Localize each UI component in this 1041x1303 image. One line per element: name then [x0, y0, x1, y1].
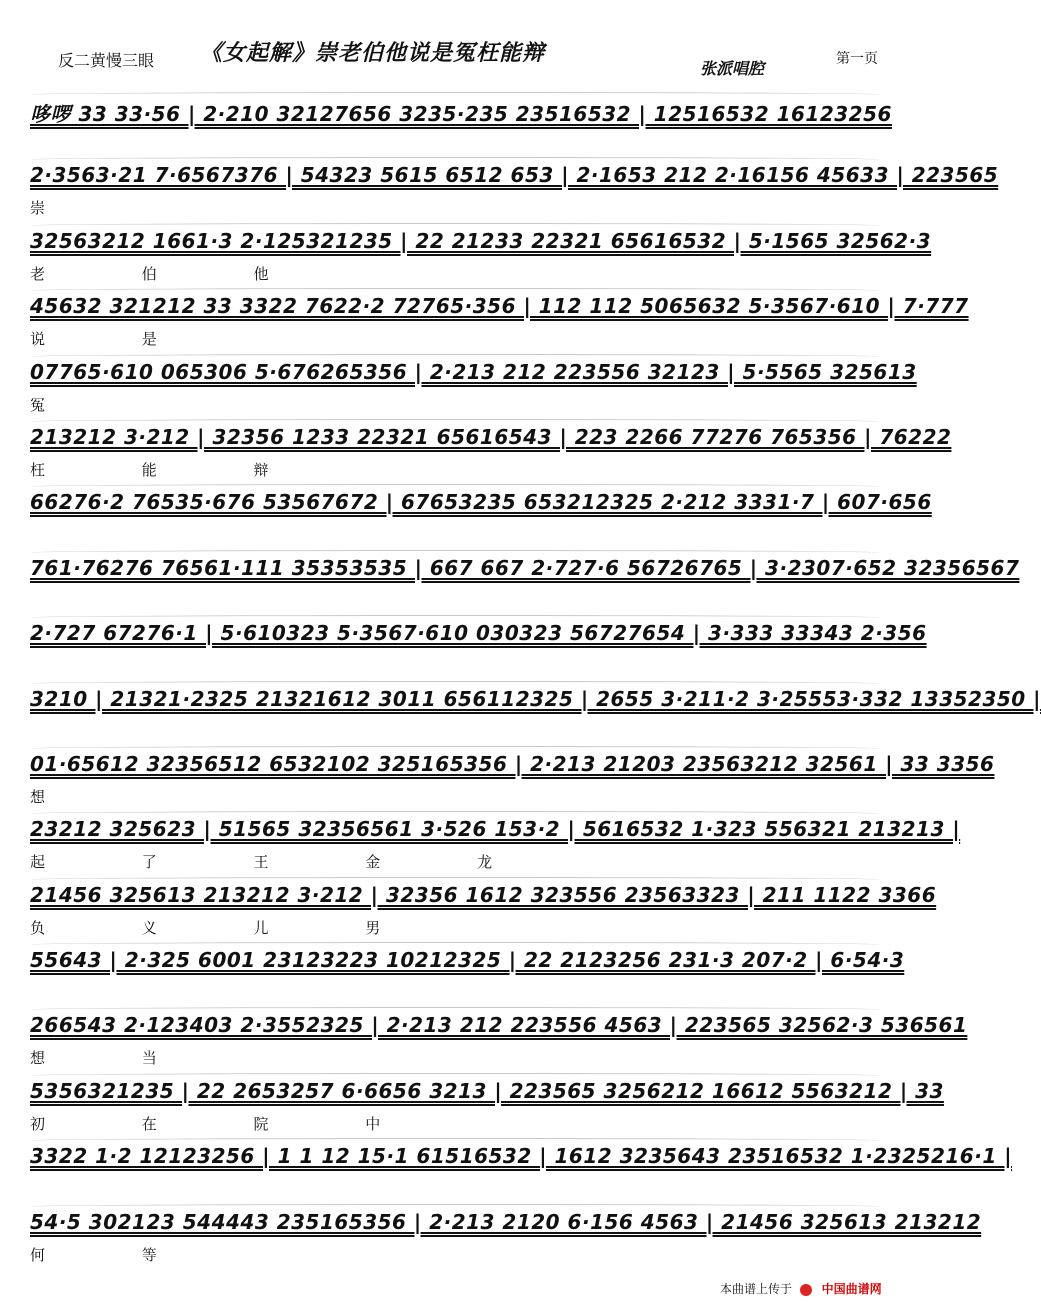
page-title: 《女起解》崇老伯他说是冤枉能辩 — [200, 40, 546, 66]
lyric-line — [30, 655, 880, 673]
note-line: 2·3563·21 7·6567376 | 54323 5615 6512 653 | 2·1653 212 2·16156 45633 | 223565 — [30, 163, 999, 188]
lyric-line — [30, 590, 880, 608]
note-line: 213212 3·212 | 32356 1233 22321 65616543 | 223 2266 77276 765356 | 76222 — [30, 424, 952, 449]
lyric-line: 初 在 院 中 — [30, 1114, 427, 1133]
slur-mark — [30, 550, 880, 555]
slur-mark — [30, 681, 880, 686]
note-line: 哆啰 33 33·56 | 2·210 32127656 3235·235 23516532 | 12516532 16123256 — [30, 102, 892, 126]
slur-mark — [30, 419, 880, 424]
note-line: 266543 2·123403 2·3552325 | 2·213 212 223556 4563 | 223565 32562·3 536561 — [30, 1013, 968, 1038]
lyric-line: 想 当 — [30, 1049, 203, 1068]
note-line: 2·727 67276·1 | 5·610323 5·3567·610 030323 56727654 | 3·333 33343 2·356 — [30, 621, 927, 646]
lyric-line — [30, 1178, 880, 1196]
slur-mark — [30, 615, 880, 620]
lyric-line — [30, 132, 880, 150]
score-line — [30, 280, 969, 349]
note-line: 5356321235 | 22 2653257 6·6656 3213 | 223565 3256212 16612 5563212 | 33 — [30, 1078, 944, 1103]
score-line — [30, 1196, 982, 1264]
slur-mark — [30, 288, 880, 293]
score-line — [30, 215, 932, 283]
lyric-line: 枉 能 辩 — [30, 460, 315, 479]
singer-label: 张派唱腔 — [700, 59, 765, 78]
lyric-line: 冤 — [30, 395, 92, 414]
watermark — [720, 1280, 882, 1297]
lyric-line: 崇 — [30, 199, 92, 218]
footer-text: 本曲谱上传于 — [720, 1282, 793, 1296]
slur-mark — [30, 877, 880, 882]
score-line — [30, 411, 952, 479]
score-line — [30, 607, 927, 672]
slur-mark — [30, 1007, 880, 1012]
slur-mark — [30, 1138, 880, 1143]
lyric-line: 何 等 — [30, 1245, 203, 1264]
score-line — [30, 934, 905, 999]
note-line: 3322 1·2 12123256 | 1 1 12 15·1 61516532 | 1612 3235643 23516532 1·2325216·1 | — [30, 1144, 1012, 1169]
lyric-line: 负 义 儿 男 — [30, 918, 427, 937]
score-line — [30, 476, 932, 541]
note-line: 3210 | 21321·2325 21321612 3011 656112325 | 2655 3·211·2 3·25553·332 13352350 | — [30, 686, 1041, 711]
note-line: 01·65612 32356512 6532102 325165356 | 2·213 21203 23563212 32561 | 33 3356 — [30, 751, 995, 776]
score-line — [30, 1065, 944, 1133]
slur-mark — [30, 811, 880, 816]
score-line — [30, 999, 968, 1068]
score-line — [30, 542, 1020, 607]
note-line: 21456 325613 213212 3·212 | 32356 1612 323556 23563323 | 211 1122 3366 — [30, 882, 937, 907]
note-line: 761·76276 76561·111 35353535 | 667 667 2·727·6 56726765 | 3·2307·652 32356567 — [30, 555, 1020, 580]
lyric-line — [30, 524, 880, 542]
slur-mark — [30, 354, 880, 359]
page-number: 第一页 — [836, 51, 878, 67]
lyric-line: 老 伯 他 — [30, 264, 315, 283]
lyric-line: 说 是 — [30, 330, 203, 349]
score-body — [30, 84, 1041, 1264]
lyric-line — [30, 982, 880, 1000]
slur-mark — [30, 1204, 880, 1209]
note-line: 54·5 302123 544443 235165356 | 2·213 2120 6·156 4563 | 21456 325613 213212 — [30, 1209, 982, 1234]
slur-mark — [30, 942, 880, 947]
slur-mark — [30, 92, 880, 97]
note-line: 45632 321212 33 3322 7622·2 72765·356 | 112 112 5065632 5·3567·610 | 7·777 — [30, 294, 969, 319]
score-line — [30, 869, 937, 937]
mode-label: 反二黄慢三眼 — [58, 51, 155, 70]
lyric-line: 想 — [30, 787, 92, 806]
score-line — [30, 346, 917, 414]
slur-mark — [30, 157, 880, 162]
score-line — [30, 84, 892, 149]
note-line: 23212 325623 | 51565 32356561 3·526 153·2 | 5616532 1·323 556321 213213 | — [30, 817, 961, 842]
score-line — [30, 149, 999, 218]
slur-mark — [30, 223, 880, 228]
lyric-line — [30, 721, 880, 739]
score-line — [30, 738, 995, 806]
score-line — [30, 1130, 1012, 1195]
note-line: 07765·610 065306 5·676265356 | 2·213 212 223556 32123 | 5·5565 325613 — [30, 359, 917, 384]
note-line: 55643 | 2·325 6001 23123223 10212325 | 22 2123256 231·3 207·2 | 6·54·3 — [30, 948, 905, 973]
score-line — [30, 673, 1041, 738]
slur-mark — [30, 1073, 880, 1078]
slur-mark — [30, 746, 880, 751]
note-line: 66276·2 76535·676 53567672 | 67653235 653212325 2·212 3331·7 | 607·656 — [30, 490, 932, 515]
note-line: 32563212 1661·3 2·125321235 | 22 21233 22321 65616532 | 5·1565 32562·3 — [30, 228, 932, 253]
footer-site: 中国曲谱网 — [821, 1282, 882, 1296]
lyric-line: 起 了 王 金 龙 — [30, 853, 539, 872]
score-header — [0, 34, 910, 84]
site-logo-icon — [800, 1284, 812, 1296]
score-line — [30, 803, 961, 872]
slur-mark — [30, 484, 880, 489]
